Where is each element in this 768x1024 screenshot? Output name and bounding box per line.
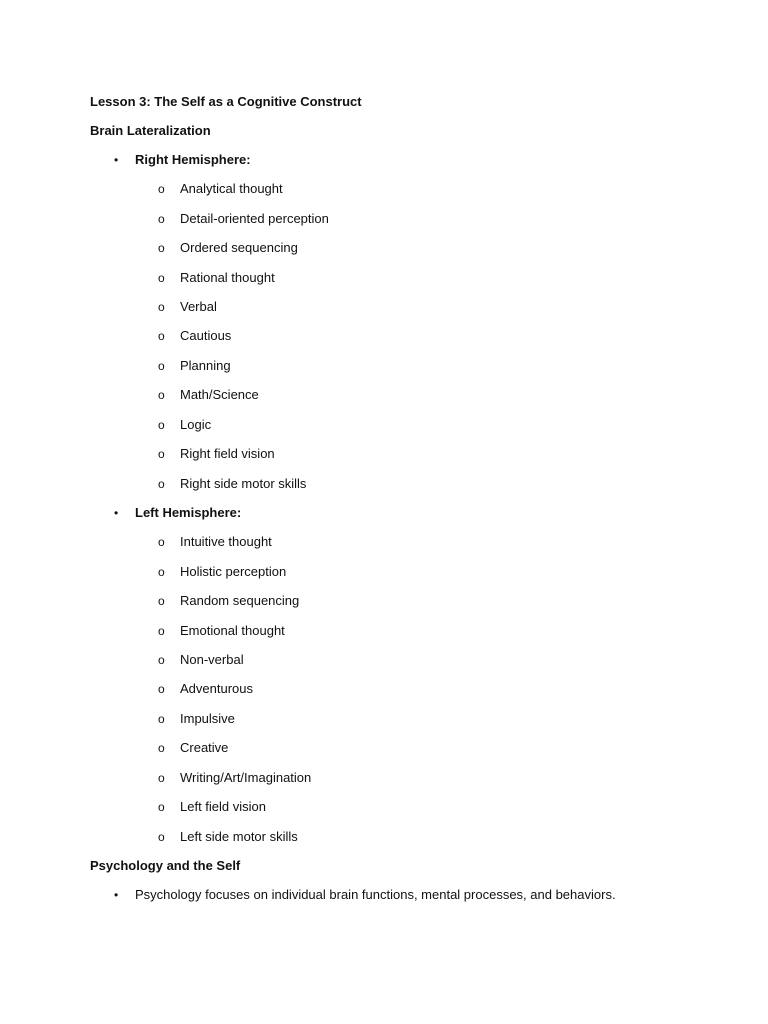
- sub-bullet-icon: o: [158, 418, 165, 432]
- list-item: Adventurous: [180, 681, 253, 696]
- sub-bullet-icon: o: [158, 800, 165, 814]
- sub-bullet-icon: o: [158, 477, 165, 491]
- sub-bullet-icon: o: [158, 535, 165, 549]
- sub-bullet-icon: o: [158, 682, 165, 696]
- list-item: Left field vision: [180, 799, 266, 814]
- list-item: Right side motor skills: [180, 476, 307, 491]
- list-item: Impulsive: [180, 711, 235, 726]
- sub-bullet-icon: o: [158, 447, 165, 461]
- sub-bullet-icon: o: [158, 388, 165, 402]
- sub-bullet-icon: o: [158, 182, 165, 196]
- sub-bullet-icon: o: [158, 565, 165, 579]
- sub-bullet-icon: o: [158, 271, 165, 285]
- list-item: Math/Science: [180, 387, 259, 402]
- list-item: Left side motor skills: [180, 829, 298, 844]
- bullet-icon: •: [114, 506, 119, 520]
- sub-bullet-icon: o: [158, 653, 165, 667]
- list-item: Verbal: [180, 299, 217, 314]
- sub-bullet-icon: o: [158, 741, 165, 755]
- sub-bullet-icon: o: [158, 212, 165, 226]
- sub-bullet-icon: o: [158, 624, 165, 638]
- sub-bullet-icon: o: [158, 359, 165, 373]
- list-item: Random sequencing: [180, 593, 300, 608]
- list-item: Intuitive thought: [180, 534, 272, 549]
- list-item: Analytical thought: [180, 181, 283, 196]
- sub-bullet-icon: o: [158, 712, 165, 726]
- section-heading-brain-lateralization: Brain Lateralization: [90, 123, 211, 138]
- list-item: Cautious: [180, 328, 232, 343]
- bullet-icon: •: [114, 153, 119, 167]
- list-item: Logic: [180, 417, 212, 432]
- list-item: Writing/Art/Imagination: [180, 770, 312, 785]
- list-item: Planning: [180, 358, 231, 373]
- list-item: Rational thought: [180, 270, 275, 285]
- list-item: Emotional thought: [180, 623, 285, 638]
- list-item: Holistic perception: [180, 564, 287, 579]
- list-item: Ordered sequencing: [180, 240, 298, 255]
- sub-bullet-icon: o: [158, 300, 165, 314]
- lesson-title: Lesson 3: The Self as a Cognitive Construct: [90, 94, 362, 109]
- sub-bullet-icon: o: [158, 329, 165, 343]
- sub-bullet-icon: o: [158, 594, 165, 608]
- list-item: Psychology focuses on individual brain functions, mental processes, and behaviors.: [135, 887, 616, 902]
- list-item: Non-verbal: [180, 652, 244, 667]
- left-hemisphere-label: Left Hemisphere:: [135, 505, 242, 520]
- sub-bullet-icon: o: [158, 830, 165, 844]
- list-item: Detail-oriented perception: [180, 211, 329, 226]
- bullet-icon: •: [114, 888, 119, 902]
- sub-bullet-icon: o: [158, 771, 165, 785]
- section-heading-psychology-and-the-self: Psychology and the Self: [90, 858, 241, 873]
- sub-bullet-icon: o: [158, 241, 165, 255]
- list-item: Creative: [180, 740, 229, 755]
- list-item: Right field vision: [180, 446, 275, 461]
- right-hemisphere-label: Right Hemisphere:: [135, 152, 251, 167]
